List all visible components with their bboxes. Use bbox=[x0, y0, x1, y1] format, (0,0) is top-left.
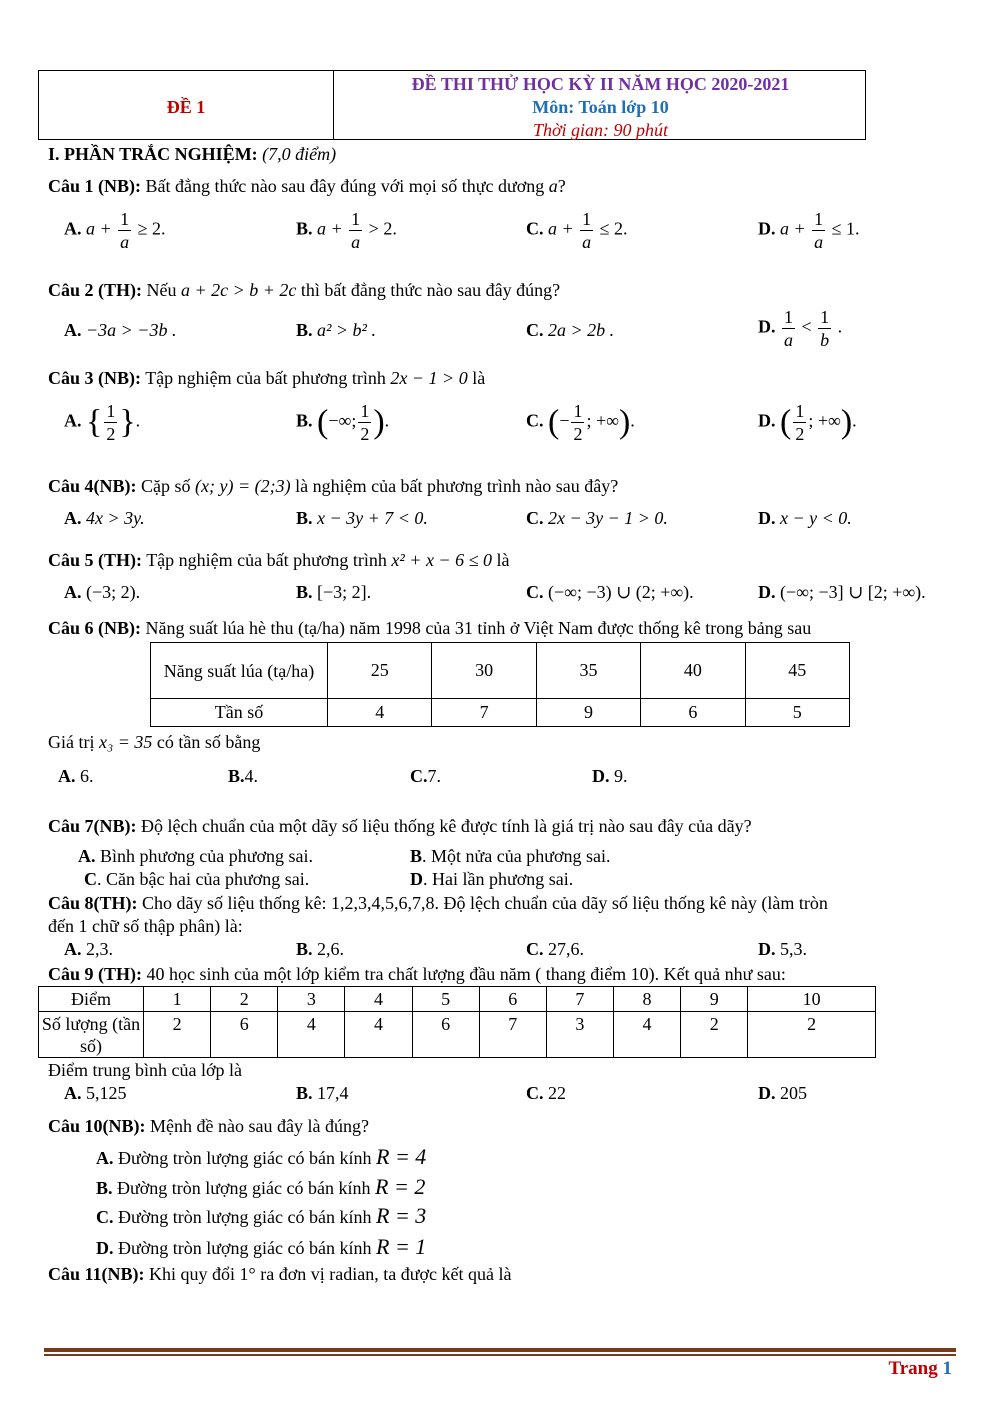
q9-score: 7 bbox=[546, 987, 613, 1012]
q7-option-d[interactable]: D. Hai lần phương sai. bbox=[410, 869, 574, 889]
q10-option-b[interactable]: B. Đường tròn lượng giác có bán kính R = 2 bbox=[96, 1174, 426, 1199]
q9-count: 7 bbox=[479, 1012, 546, 1058]
q9-option-a[interactable]: A. 5,125 bbox=[64, 1083, 127, 1103]
q5-option-d[interactable]: D. (−∞; −3] ∪ [2; +∞). bbox=[758, 582, 926, 602]
q6-value: 35 bbox=[536, 643, 640, 699]
q6-value: 45 bbox=[745, 643, 849, 699]
q5-option-a[interactable]: A. (−3; 2). bbox=[64, 582, 141, 602]
q6-freq: 4 bbox=[328, 699, 432, 727]
q6-option-a[interactable]: A. 6. bbox=[58, 766, 94, 786]
footer-rule bbox=[44, 1348, 956, 1352]
q4-option-a[interactable]: A. 4x > 3y. bbox=[64, 508, 145, 528]
question-3: Câu 3 (NB): Tập nghiệm của bất phương trình 2x − 1 > 0 là bbox=[48, 368, 486, 388]
q6-value: 25 bbox=[328, 643, 432, 699]
question-7: Câu 7(NB): Độ lệch chuẩn của một dãy số liệu thống kê được tính là giá trị nào sau đây của dãy? bbox=[48, 816, 752, 836]
q9-count: 2 bbox=[681, 1012, 748, 1058]
q6-option-d[interactable]: D. 9. bbox=[592, 766, 628, 786]
q6-option-c[interactable]: C.7. bbox=[410, 766, 441, 786]
q2-option-c[interactable]: C. 2a > 2b . bbox=[526, 320, 615, 340]
q2-option-d[interactable]: D. $\frac{1}{a}$ < $\frac{1}{b}$ . bbox=[758, 307, 843, 350]
q6-freq: 6 bbox=[641, 699, 745, 727]
q9-count: 2 bbox=[748, 1012, 876, 1058]
q9-score: 10 bbox=[748, 987, 876, 1012]
q6-freq: 7 bbox=[432, 699, 536, 727]
q6-freq: 5 bbox=[745, 699, 849, 727]
section-heading: I. PHẦN TRẮC NGHIỆM: (7,0 điểm) bbox=[48, 144, 337, 164]
question-8: Câu 8(TH): Cho dãy số liệu thống kê: 1,2,3,4,5,6,7,8. Độ lệch chuẩn của dãy số liệu thống kê này (làm tròn bbox=[48, 893, 828, 913]
q9-row1-head: Điểm bbox=[39, 987, 144, 1012]
q3-option-c[interactable]: C. (− $\frac{1}{2}$ ; +∞). bbox=[526, 401, 635, 444]
question-1: Câu 1 (NB): Bất đẳng thức nào sau đây đúng với mọi số thực dương a? bbox=[48, 176, 566, 196]
q9-count: 4 bbox=[278, 1012, 345, 1058]
exam-title: ĐỀ THI THỬ HỌC KỲ II NĂM HỌC 2020-2021 bbox=[411, 74, 790, 94]
q4-option-b[interactable]: B. x − 3y + 7 < 0. bbox=[296, 508, 428, 528]
question-10: Câu 10(NB): Mệnh đề nào sau đây là đúng? bbox=[48, 1116, 369, 1136]
q6-followup: Giá trị x₃ = 35 có tần số bằng bbox=[48, 732, 261, 752]
q9-score: 4 bbox=[345, 987, 412, 1012]
q4-option-d[interactable]: D. x − y < 0. bbox=[758, 508, 852, 528]
q3-option-b[interactable]: B. (−∞; $\frac{1}{2}$ ). bbox=[296, 401, 390, 444]
q9-score: 5 bbox=[412, 987, 479, 1012]
q9-option-b[interactable]: B. 17,4 bbox=[296, 1083, 349, 1103]
question-4: Câu 4(NB): Cặp số (x; y) = (2;3) là nghiệm của bất phương trình nào sau đây? bbox=[48, 476, 619, 496]
q9-score: 9 bbox=[681, 987, 748, 1012]
q8-option-c[interactable]: C. 27,6. bbox=[526, 939, 584, 959]
q9-score: 8 bbox=[613, 987, 680, 1012]
q6-option-b[interactable]: B.4. bbox=[228, 766, 259, 786]
q9-option-c[interactable]: C. 22 bbox=[526, 1083, 566, 1103]
q2-option-b[interactable]: B. a² > b² . bbox=[296, 320, 376, 340]
q9-count: 6 bbox=[211, 1012, 278, 1058]
exam-code: ĐỀ 1 bbox=[166, 97, 206, 117]
q3-option-d[interactable]: D. ( $\frac{1}{2}$ ; +∞). bbox=[758, 401, 857, 444]
q1-option-c[interactable]: C. a + $\frac{1}{a}$ ≤ 2. bbox=[526, 209, 628, 252]
exam-subject: Môn: Toán lớp 10 bbox=[532, 97, 669, 117]
q6-value: 30 bbox=[432, 643, 536, 699]
q1-option-d[interactable]: D. a + $\frac{1}{a}$ ≤ 1. bbox=[758, 209, 860, 252]
q5-option-c[interactable]: C. (−∞; −3) ∪ (2; +∞). bbox=[526, 582, 694, 602]
q9-score: 2 bbox=[211, 987, 278, 1012]
q9-table bbox=[38, 986, 876, 1058]
q3-option-a[interactable]: A. { $\frac{1}{2}$ }. bbox=[64, 401, 141, 444]
question-5: Câu 5 (TH): Tập nghiệm của bất phương trình x² + x − 6 ≤ 0 là bbox=[48, 550, 510, 570]
q1-option-b[interactable]: B. a + $\frac{1}{a}$ > 2. bbox=[296, 209, 397, 252]
exam-header bbox=[38, 70, 866, 140]
q1-option-a[interactable]: A. a + $\frac{1}{a}$ ≥ 2. bbox=[64, 209, 166, 252]
page-number: Trang 1 bbox=[888, 1358, 952, 1379]
q7-option-b[interactable]: B. Một nửa của phương sai. bbox=[410, 846, 611, 866]
q9-option-d[interactable]: D. 205 bbox=[758, 1083, 807, 1103]
q7-option-a[interactable]: A. Bình phương của phương sai. bbox=[78, 846, 314, 866]
q7-option-c[interactable]: C. Căn bậc hai của phương sai. bbox=[84, 869, 310, 889]
q9-score: 1 bbox=[144, 987, 211, 1012]
q10-option-a[interactable]: A. Đường tròn lượng giác có bán kính R = 4 bbox=[96, 1144, 427, 1169]
q9-count: 3 bbox=[546, 1012, 613, 1058]
q9-count: 4 bbox=[613, 1012, 680, 1058]
q9-row2-head: Số lượng (tần số) bbox=[39, 1012, 144, 1058]
q10-option-d[interactable]: D. Đường tròn lượng giác có bán kính R = 1 bbox=[96, 1234, 427, 1259]
q9-followup: Điểm trung bình của lớp là bbox=[48, 1060, 242, 1080]
q9-count: 2 bbox=[144, 1012, 211, 1058]
q9-count: 6 bbox=[412, 1012, 479, 1058]
footer-rule-thin bbox=[44, 1354, 956, 1356]
q6-row1-head: Năng suất lúa (tạ/ha) bbox=[151, 643, 328, 699]
q9-score: 3 bbox=[278, 987, 345, 1012]
question-11: Câu 11(NB): Khi quy đổi 1° ra đơn vị radian, ta được kết quả là bbox=[48, 1264, 512, 1284]
question-8-cont: đến 1 chữ số thập phân) là: bbox=[48, 916, 243, 936]
q6-row2-head: Tần số bbox=[151, 699, 328, 727]
q2-option-a[interactable]: A. −3a > −3b . bbox=[64, 320, 177, 340]
q5-option-b[interactable]: B. [−3; 2]. bbox=[296, 582, 372, 602]
q10-option-c[interactable]: C. Đường tròn lượng giác có bán kính R = 3 bbox=[96, 1203, 427, 1228]
exam-time: Thời gian: 90 phút bbox=[532, 120, 669, 140]
question-9: Câu 9 (TH): 40 học sinh của một lớp kiểm tra chất lượng đầu năm ( thang điểm 10). Kết quả như sau: bbox=[48, 964, 786, 984]
q6-freq: 9 bbox=[536, 699, 640, 727]
q4-option-c[interactable]: C. 2x − 3y − 1 > 0. bbox=[526, 508, 668, 528]
q6-table bbox=[150, 642, 850, 727]
q9-count: 4 bbox=[345, 1012, 412, 1058]
q8-option-a[interactable]: A. 2,3. bbox=[64, 939, 113, 959]
question-6: Câu 6 (NB): Năng suất lúa hè thu (tạ/ha) năm 1998 của 31 tỉnh ở Việt Nam được thống kê trong bảng sau bbox=[48, 618, 812, 638]
q8-option-b[interactable]: B. 2,6. bbox=[296, 939, 345, 959]
q6-value: 40 bbox=[641, 643, 745, 699]
q9-score: 6 bbox=[479, 987, 546, 1012]
q8-option-d[interactable]: D. 5,3. bbox=[758, 939, 807, 959]
question-2: Câu 2 (TH): Nếu a + 2c > b + 2c thì bất đẳng thức nào sau đây đúng? bbox=[48, 280, 561, 300]
